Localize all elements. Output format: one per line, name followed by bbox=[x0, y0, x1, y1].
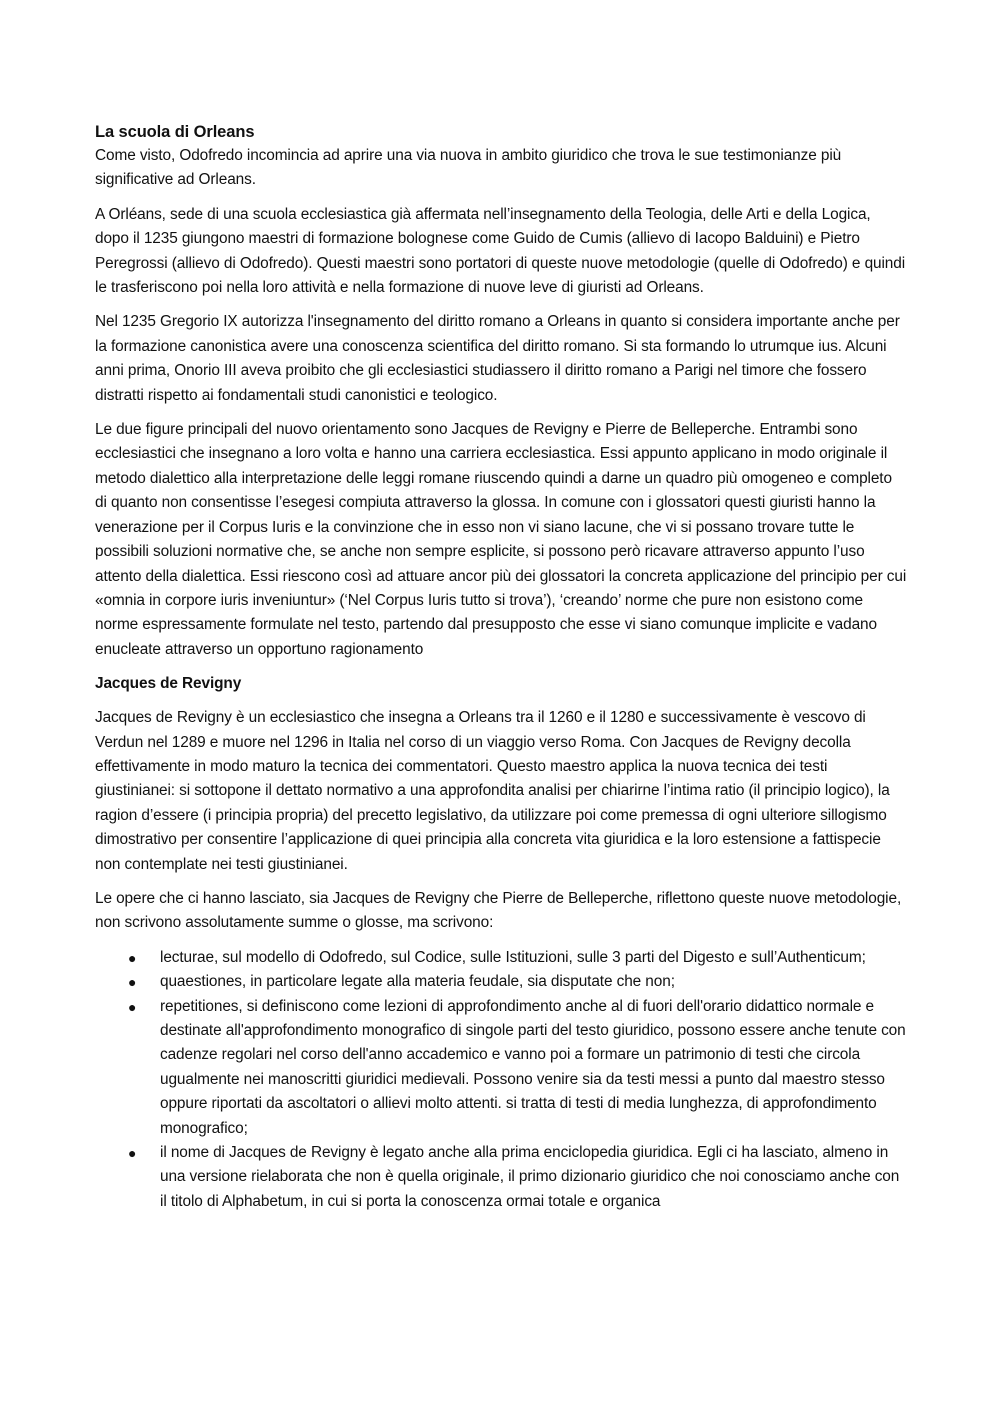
document-page bbox=[95, 120, 907, 1214]
bullet-icon: ● bbox=[128, 998, 137, 1015]
list-item bbox=[95, 995, 907, 1141]
paragraph: Come visto, Odofredo incomincia ad aprire una via nuova in ambito giuridico che trova le sue testimonianze più significative ad Orleans. bbox=[95, 147, 842, 189]
section-heading: La scuola di Orleans bbox=[95, 123, 255, 141]
bullet-icon: ● bbox=[128, 974, 137, 991]
list-item-text: repetitiones, si definiscono come lezioni di approfondimento anche al di fuori dell'orario didattico normale e destinate all'approfondimento monografico di singole parti del testo giuridico, possono essere anche tenute con cadenze regolari nel corso dell'anno accademico e vanno poi a formare un patrimonio di testi che circola ugualmente nei manoscritti giuridici medievali. Possono venire sia da testi messi a punto dal maestro stesso oppure riportati da ascoltatori o allievi molto attenti. si tratta di testi di media lunghezza, di approfondimento monografico; bbox=[160, 997, 906, 1137]
list-item bbox=[95, 1141, 907, 1214]
bullet-icon: ● bbox=[128, 1145, 137, 1162]
paragraph: Le opere che ci hanno lasciato, sia Jacques de Revigny che Pierre de Belleperche, riflettono queste nuove metodologie, non scrivono assolutamente summe o glosse, ma scrivono: bbox=[95, 889, 902, 932]
paragraph: Nel 1235 Gregorio IX autorizza l'insegnamento del diritto romano a Orleans in quanto si considera importante anche per la formazione canonistica avere una conoscenza scientifica del diritto romano. Si sta formando lo utrumque ius. Alcuni anni prima, Onorio III aveva proibito che gli ecclesiastici studiassero il diritto romano a Parigi nel timore che fossero distratti rispetto ai fondamentali studi canonistici e teologico. bbox=[95, 313, 900, 404]
paragraph: Jacques de Revigny è un ecclesiastico che insegna a Orleans tra il 1260 e il 1280 e successivamente è vescovo di Verdun nel 1289 e muore nel 1296 in Italia nel corso di un viaggio verso Roma. Con Jacques de Revigny decolla effettivamente in modo maturo la tecnica dei commentatori. Questo maestro applica la nuova tecnica dei testi giustinianei: si sottopone il dettato normativo a una approfondita analisi per chiarirne l’intima ratio (il principio logico), la ragion d’essere (i principia propria) del precetto legislativo, da utilizzare poi come premessa di ogni ulteriore sillogismo dimostrativo per consentire l’applicazione di quei principia alla concreta vita giuridica e la loro estensione a fattispecie non contemplate nei testi giustinianei. bbox=[95, 709, 890, 873]
works-list bbox=[95, 946, 907, 1214]
list-item-text: lecturae, sul modello di Odofredo, sul Codice, sulle Istituzioni, sulle 3 parti del Digesto e sull’Authenticum; bbox=[160, 948, 866, 966]
list-item bbox=[95, 970, 907, 994]
list-item bbox=[95, 946, 907, 970]
bullet-icon: ● bbox=[128, 949, 137, 966]
list-item-text: il nome di Jacques de Revigny è legato anche alla prima enciclopedia giuridica. Egli ci ha lasciato, almeno in una versione rielaborata che non è quella originale, il primo dizionario giuridico che noi conosciamo anche con il titolo di Alphabetum, in cui si porta la conoscenza ormai totale e organica bbox=[160, 1144, 900, 1210]
paragraph: A Orléans, sede di una scuola ecclesiastica già affermata nell’insegnamento della Teologia, delle Arti e della Logica, dopo il 1235 giungono maestri di formazione bolognese come Guido de Cumis (allievo di Iacopo Balduini) e Pietro Peregrossi (allievo di Odofredo). Questi maestri sono portatori di queste nuove metodologie (quelle di Odofredo) e quindi le trasferiscono poi nella loro attività e nella formazione di nuove leve di giuristi ad Orleans. bbox=[95, 205, 906, 297]
list-item-text: quaestiones, in particolare legate alla materia feudale, sia disputate che non; bbox=[160, 973, 675, 991]
paragraph: Le due figure principali del nuovo orientamento sono Jacques de Revigny e Pierre de Belleperche. Entrambi sono ecclesiastici che insegnano a loro volta e hanno una carriera ecclesiastica. Essi appunto applicano in modo originale il metodo dialettico alla interpretazione delle leggi romane riuscendo quindi a darne un quadro più omogeneo e completo di quanto non consentisse l’esegesi compiuta attraverso la glossa. In comune con i glossatori questi giuristi hanno la venerazione per il Corpus Iuris e la convinzione che in esso non vi siano lacune, che vi si possano trovare tutte le possibili soluzioni normative che, se anche non sempre esplicite, si possono però ricavare attraverso appunto l’uso attento della dialettica. Essi riescono così ad attuare ancor più dei glossatori la concreta applicazione del principio per cui «omnia in corpore iuris inveniuntur» (‘Nel Corpus Iuris tutto si trova’), ‘creando’ norme che pure non esistono come norme espressamente formulate nel testo, partendo dal presupposto che esse vi siano comunque implicite e vadano enucleate attraverso un opportuno ragionamento bbox=[95, 421, 907, 658]
subsection-heading: Jacques de Revigny bbox=[95, 675, 242, 693]
